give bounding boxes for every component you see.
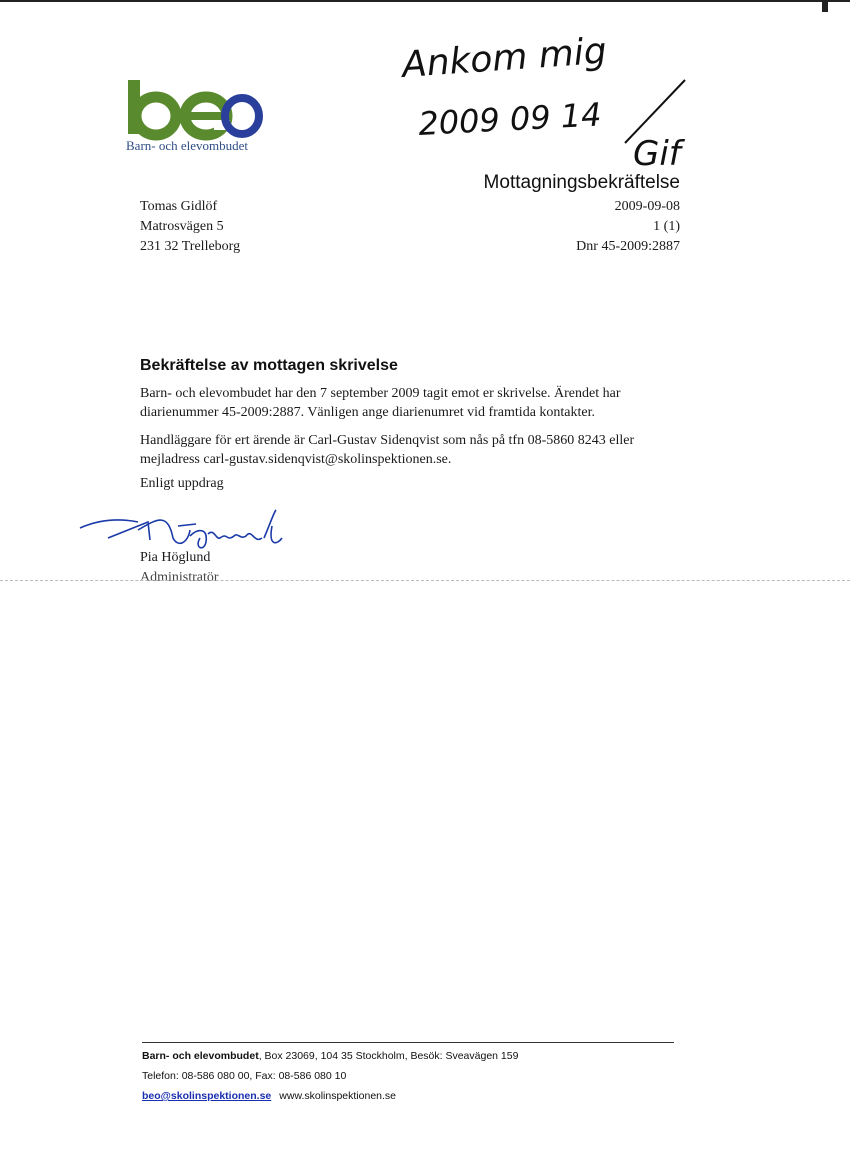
- footer-org: Barn- och elevombudet: [142, 1050, 259, 1062]
- footer-phone: Telefon: 08-586 080 00, Fax: 08-586 080 10: [142, 1070, 347, 1082]
- handwritten-line1: Ankom mig: [400, 30, 608, 86]
- letter-subject: Bekräftelse av mottagen skrivelse: [140, 357, 398, 374]
- footer-contact: [142, 1090, 396, 1102]
- scan-artifact-line: [0, 580, 850, 581]
- footer-email-link[interactable]: beo@skolinspektionen.se: [142, 1090, 272, 1102]
- recipient-city: 231 32 Trelleborg: [140, 239, 241, 254]
- document-type: Mottagningsbekräftelse: [483, 172, 680, 193]
- page-count: 1 (1): [653, 219, 680, 234]
- closing-phrase: Enligt uppdrag: [140, 476, 224, 491]
- paragraph-handler: Handläggare för ert ärende är Carl-Gustav Sidenqvist som nås på tfn 08-5860 8243 eller mejladress carl-gustav.sidenqvist@skolinspektionen.se.: [140, 433, 635, 467]
- scan-edge-top: [0, 0, 850, 2]
- footer-website[interactable]: www.skolinspektionen.se: [279, 1090, 397, 1102]
- recipient-address: [140, 197, 240, 257]
- footer-address: [142, 1050, 518, 1062]
- recipient-street: Matrosvägen 5: [140, 219, 224, 234]
- scan-edge-mark: [822, 0, 828, 12]
- document-meta: [480, 197, 680, 257]
- footer-divider: [142, 1042, 674, 1043]
- handwritten-initials: Gif: [633, 134, 681, 174]
- handwritten-line2: 2009 09 14: [417, 95, 603, 143]
- logo-tagline: Barn- och elevombudet: [126, 138, 249, 153]
- signer-title: Administratör: [140, 570, 219, 585]
- document-date: 2009-09-08: [614, 199, 680, 214]
- handwritten-received-note: [395, 25, 725, 185]
- case-number: Dnr 45-2009:2887: [576, 239, 680, 254]
- signer-name: Pia Höglund: [140, 550, 211, 565]
- recipient-name: Tomas Gidlöf: [140, 199, 218, 214]
- footer-address-text: , Box 23069, 104 35 Stockholm, Besök: Sveavägen 159: [258, 1050, 519, 1062]
- paragraph-receipt: Barn- och elevombudet har den 7 september 2009 tagit emot er skrivelse. Ärendet har diarienummer 45-2009:2887. Vänligen ange diarienumret vid framtida kontakter.: [140, 386, 621, 420]
